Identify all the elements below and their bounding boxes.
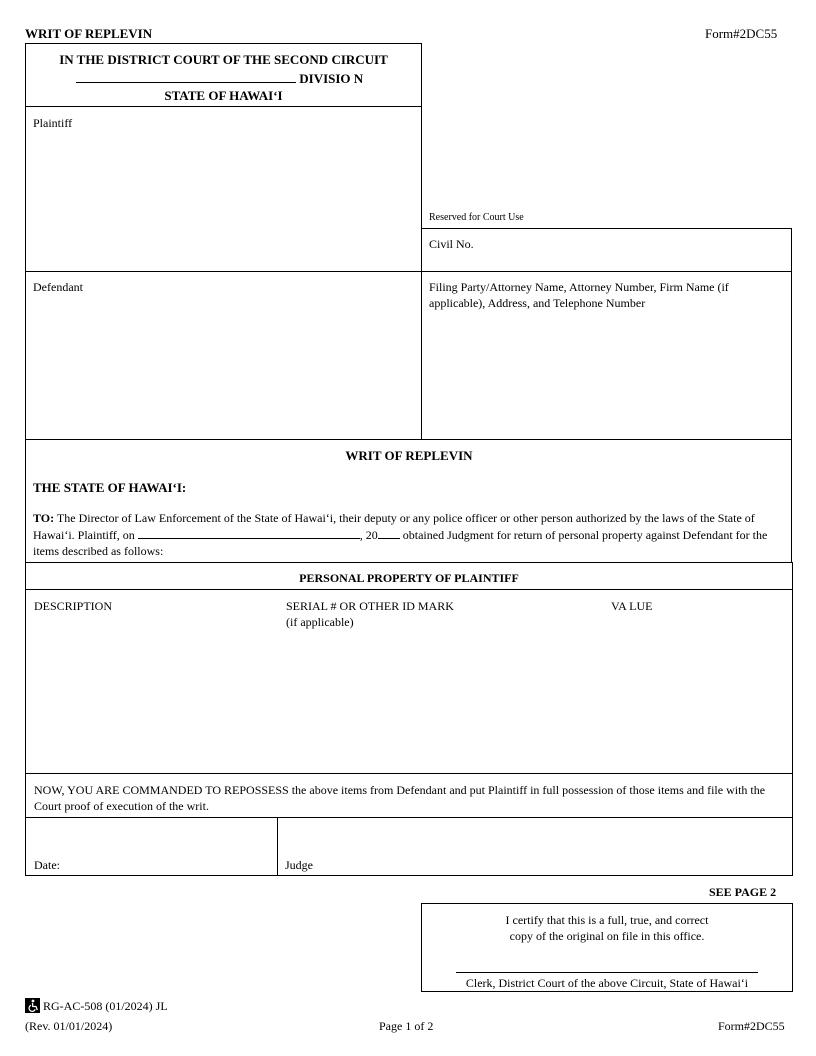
- document-title: WRIT OF REPLEVIN: [25, 26, 153, 41]
- division-blank[interactable]: [76, 70, 296, 83]
- col-value: VA LUE: [611, 599, 653, 613]
- form-code: RG-AC-508 (01/2024) JL: [43, 999, 168, 1013]
- to-text-part3: obtained Judgment for return of personal property against Defendant for the items described as follows:: [33, 528, 768, 558]
- form-number-bottom: Form#2DC55: [718, 1019, 785, 1033]
- court-state: STATE OF HAWAI‘I: [164, 88, 283, 103]
- date-field[interactable]: [76, 826, 271, 870]
- division-line: [76, 70, 363, 87]
- to-label: TO:: [33, 511, 55, 525]
- judgment-date-blank[interactable]: [138, 526, 360, 539]
- clerk-label: Clerk, District Court of the above Circuit, State of Hawai‘i: [465, 976, 749, 990]
- col-description: DESCRIPTION: [34, 599, 113, 613]
- to-text-part1: The Director of Law Enforcement of the State of Hawai‘i, their deputy or any police officer or other person authorized by the laws of the State of Hawai‘i. Plaintiff, on: [33, 511, 755, 542]
- filing-party-label: Filing Party/Attorney Name, Attorney Number, Firm Name (if applicable), Address, and Telephone Number: [429, 280, 729, 310]
- division-label: DIVISIO N: [299, 71, 364, 86]
- accessibility-icon: [25, 998, 40, 1013]
- plaintiff-label: Plaintiff: [33, 116, 73, 130]
- plaintiff-field[interactable]: [33, 134, 413, 266]
- command-text: NOW, YOU ARE COMMANDED TO REPOSSESS the above items from Defendant and put Plaintiff in full possession of those items and file with the Court proof of execution of the writ.: [34, 783, 766, 813]
- writ-heading: WRIT OF REPLEVIN: [345, 448, 473, 463]
- property-section: [25, 562, 793, 774]
- col-serial-note: (if applicable): [286, 615, 354, 629]
- clerk-signature-line[interactable]: [456, 972, 758, 973]
- defendant-field[interactable]: [33, 298, 413, 434]
- command-section: [25, 773, 793, 818]
- property-heading: PERSONAL PROPERTY OF PLAINTIFF: [299, 571, 519, 585]
- certification-box: [421, 903, 793, 992]
- court-name: IN THE DISTRICT COURT OF THE SECOND CIRCUIT: [59, 52, 388, 67]
- defendant-label: Defendant: [33, 280, 83, 294]
- civil-no-field[interactable]: [485, 234, 785, 264]
- judge-label: Judge: [285, 858, 313, 872]
- page-number: Page 1 of 2: [379, 1019, 434, 1033]
- writ-to-paragraph: [33, 510, 785, 559]
- col-serial: SERIAL # OR OTHER ID MARK: [286, 599, 454, 613]
- signature-section: [25, 817, 793, 876]
- date-label: Date:: [34, 858, 60, 872]
- property-items-field[interactable]: [34, 635, 784, 767]
- form-code-line: [25, 998, 168, 1014]
- judge-signature-field[interactable]: [326, 826, 781, 870]
- civil-no-label: Civil No.: [429, 237, 474, 251]
- state-salutation: THE STATE OF HAWAI‘I:: [33, 480, 187, 495]
- reserved-label: Reserved for Court Use: [429, 212, 524, 223]
- parties-section: [25, 106, 793, 441]
- certify-line2: copy of the original on file in this office.: [509, 929, 705, 943]
- certify-line1: I certify that this is a full, true, and correct: [505, 913, 709, 927]
- form-number-top: Form#2DC55: [705, 26, 778, 41]
- writ-section: [25, 440, 793, 562]
- judgment-year-blank[interactable]: [378, 526, 400, 539]
- court-caption-box: [25, 43, 422, 107]
- to-text-year: , 20: [359, 528, 378, 542]
- filing-party-field[interactable]: [429, 316, 784, 434]
- see-page-label: SEE PAGE 2: [709, 885, 777, 899]
- revision-date: (Rev. 01/01/2024): [25, 1019, 113, 1033]
